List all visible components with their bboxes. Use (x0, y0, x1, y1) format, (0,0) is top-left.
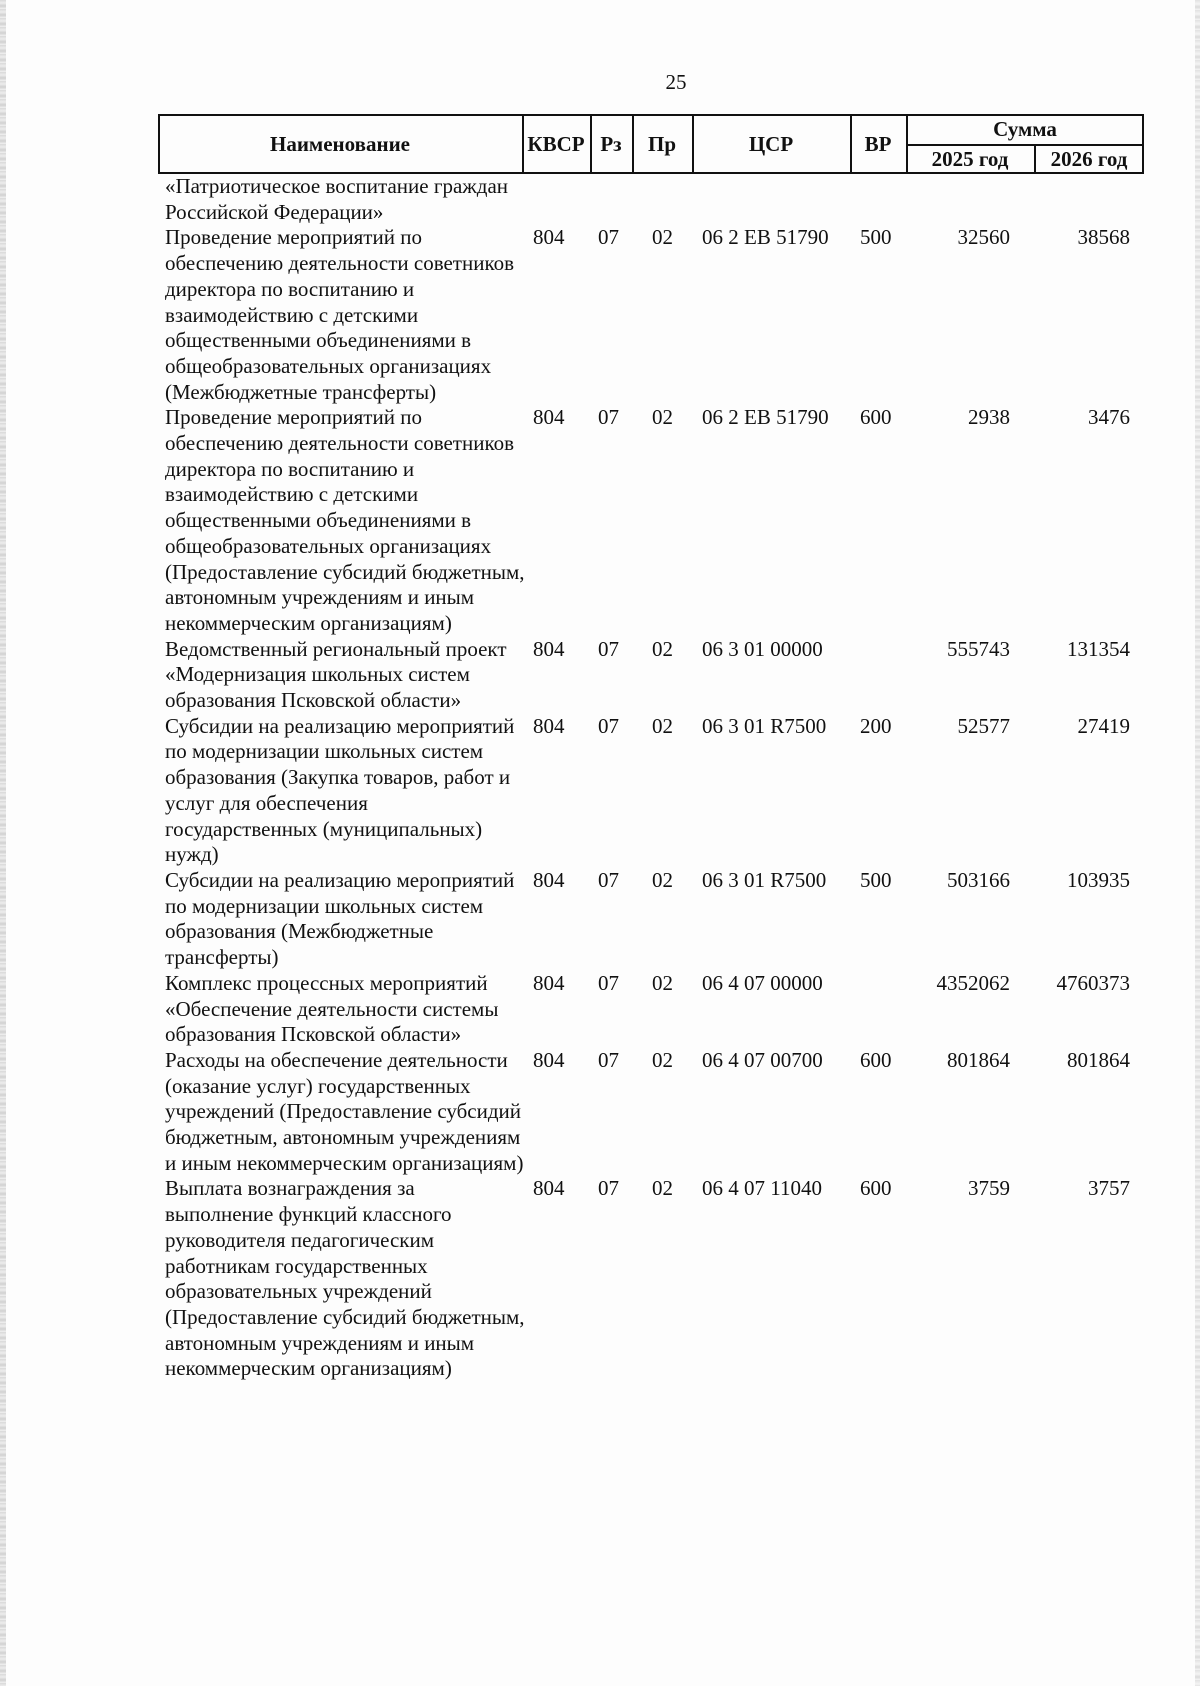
row-sum-2026: 4760373 (1056, 970, 1130, 995)
row-name: Проведение мероприятий по обеспечению деятельности советников директора по воспитанию и взаимодействию с детскими общественными объединениями в общеобразовательных организациях (Предоставление субсидий бюджетным, автономным учреждениям и иным некоммерческим организациям) (165, 405, 525, 635)
row-csr: 06 3 01 R7500 (702, 713, 827, 738)
header-csr: ЦСР (748, 131, 794, 156)
row-name: Проведение мероприятий по обеспечению деятельности советников директора по воспитанию и взаимодействию с детскими общественными объединениями в общеобразовательных организациях (Межбюджетные трансферты) (165, 225, 515, 404)
row-csr: 06 3 01 R7500 (702, 867, 827, 892)
table-row (0, 225, 1200, 405)
row-name: «Патриотическое воспитание граждан Российской Федерации» (165, 174, 509, 224)
row-pr: 02 (652, 867, 673, 892)
row-kvsr: 804 (533, 405, 565, 430)
table-row (0, 971, 1200, 1048)
row-kvsr: 804 (533, 970, 565, 995)
page-number: 25 (665, 70, 687, 94)
header-rz: Рз (600, 131, 622, 156)
row-vr: 500 (860, 225, 892, 250)
row-sum-2025: 3759 (968, 1176, 1010, 1201)
header-pr: Пр (647, 131, 676, 156)
row-pr: 02 (652, 405, 673, 430)
table-row (0, 405, 1200, 636)
header-kvsr: КВСР (527, 131, 585, 156)
row-name: Выплата вознаграждения за выполнение функций классного руководителя педагогическим работникам государственных образовательных учреждений (Предоставление субсидий бюджетным, автономным учреждениям и иным некоммерческим организациям) (165, 1176, 525, 1381)
row-name: Ведомственный региональный проект «Модернизация школьных систем образования Псковской области» (165, 636, 507, 713)
row-csr: 06 3 01 00000 (702, 636, 823, 661)
row-rz: 07 (598, 405, 619, 430)
row-vr: 600 (860, 405, 892, 430)
table-row (0, 868, 1200, 971)
table-row (0, 637, 1200, 714)
header-year-2026: 2026 год (1050, 146, 1128, 171)
row-csr: 06 4 07 11040 (702, 1176, 822, 1201)
row-rz: 07 (598, 1047, 619, 1072)
row-csr: 06 4 07 00700 (702, 1047, 823, 1072)
row-sum-2025: 4352062 (936, 970, 1010, 995)
row-sum-2026: 131354 (1067, 636, 1130, 661)
row-sum-2026: 27419 (1077, 713, 1130, 738)
row-rz: 07 (598, 970, 619, 995)
row-sum-2025: 2938 (968, 405, 1010, 430)
row-sum-2026: 3757 (1088, 1176, 1130, 1201)
table-row (0, 714, 1200, 868)
table-row (0, 174, 1200, 225)
row-rz: 07 (598, 636, 619, 661)
table-body (0, 174, 1200, 1382)
row-name: Субсидии на реализацию мероприятий по модернизации школьных систем образования (Закупка товаров, работ и услуг для обеспечения государственных (муниципальных) нужд) (165, 713, 515, 867)
header-sum: Сумма (993, 116, 1057, 141)
header-year-2025: 2025 год (931, 146, 1009, 171)
row-sum-2026: 801864 (1067, 1047, 1130, 1072)
row-rz: 07 (598, 225, 619, 250)
row-vr: 200 (860, 713, 892, 738)
row-name: Расходы на обеспечение деятельности (оказание услуг) государственных учреждений (Предоставление субсидий бюджетным, автономным учреждениям и иным некоммерческим организациям) (165, 1047, 524, 1175)
row-pr: 02 (652, 970, 673, 995)
row-vr: 600 (860, 1176, 892, 1201)
row-sum-2026: 103935 (1067, 867, 1130, 892)
row-kvsr: 804 (533, 1176, 565, 1201)
row-name: Комплекс процессных мероприятий «Обеспечение деятельности системы образования Псковской области» (165, 970, 499, 1047)
row-pr: 02 (652, 225, 673, 250)
row-rz: 07 (598, 713, 619, 738)
row-pr: 02 (652, 713, 673, 738)
row-sum-2026: 3476 (1088, 405, 1130, 430)
row-pr: 02 (652, 1047, 673, 1072)
row-kvsr: 804 (533, 225, 565, 250)
row-sum-2025: 555743 (947, 636, 1010, 661)
row-name: Субсидии на реализацию мероприятий по модернизации школьных систем образования (Межбюджетные трансферты) (165, 867, 515, 970)
row-sum-2025: 801864 (947, 1047, 1010, 1072)
row-sum-2025: 32560 (957, 225, 1010, 250)
row-vr: 600 (860, 1047, 892, 1072)
row-csr: 06 2 EB 51790 (702, 405, 829, 430)
row-vr: 500 (860, 867, 892, 892)
header-name: Наименование (270, 131, 410, 156)
row-pr: 02 (652, 636, 673, 661)
row-kvsr: 804 (533, 1047, 565, 1072)
row-sum-2025: 503166 (947, 867, 1010, 892)
table-header (158, 114, 1144, 174)
header-vr: ВР (864, 131, 892, 156)
row-kvsr: 804 (533, 713, 565, 738)
row-pr: 02 (652, 1176, 673, 1201)
row-kvsr: 804 (533, 867, 565, 892)
row-rz: 07 (598, 867, 619, 892)
row-sum-2025: 52577 (957, 713, 1010, 738)
row-kvsr: 804 (533, 636, 565, 661)
table-row (0, 1048, 1200, 1177)
row-csr: 06 2 EB 51790 (702, 225, 829, 250)
row-csr: 06 4 07 00000 (702, 970, 823, 995)
row-rz: 07 (598, 1176, 619, 1201)
row-sum-2026: 38568 (1077, 225, 1130, 250)
table-row (0, 1176, 1200, 1382)
